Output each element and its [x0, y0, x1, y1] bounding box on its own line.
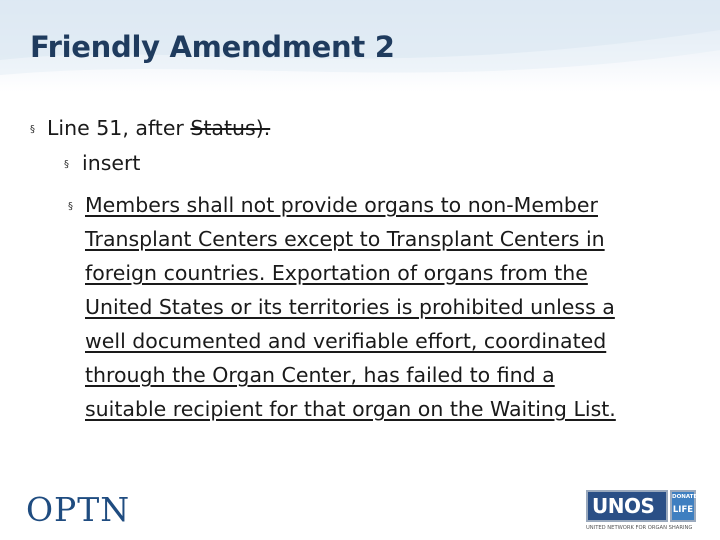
- bullet-level2-marker: §: [64, 159, 69, 170]
- bullet-level1-struck-text: Status).: [190, 116, 271, 140]
- bullet-level3-marker: §: [68, 201, 73, 212]
- unos-logo-subtitle: UNITED NETWORK FOR ORGAN SHARING: [586, 525, 693, 531]
- amendment-text-line-4: United States or its territories is prohibited unless a: [85, 295, 615, 319]
- unos-logo: [586, 490, 700, 534]
- optn-logo: OPTN: [26, 490, 131, 529]
- amendment-text-line-5: well documented and verifiable effort, coordinated: [85, 329, 607, 353]
- amendment-text-line-3: foreign countries. Exportation of organs from the: [85, 261, 588, 285]
- bullet-level1-text: Line 51, after: [47, 116, 191, 140]
- bullet-level2: insert: [82, 151, 141, 175]
- bullet-level1-marker: §: [30, 124, 35, 135]
- amendment-text-line-1: Members shall not provide organs to non-Member: [85, 193, 598, 217]
- unos-logo-text: UNOS: [592, 494, 655, 518]
- bullet-level1: [47, 111, 270, 145]
- amendment-text-line-2: Transplant Centers except to Transplant Centers in: [85, 227, 605, 251]
- unos-logo-box: [586, 490, 668, 522]
- amendment-text-line-6: through the Organ Center, has failed to find a: [85, 363, 555, 387]
- slide-title: Friendly Amendment 2: [30, 30, 395, 64]
- amendment-text-line-7: suitable recipient for that organ on the Waiting List.: [85, 397, 616, 421]
- donate-life-badge-top: DONATE: [672, 494, 698, 500]
- donate-life-badge-bottom: LIFE: [672, 505, 694, 515]
- donate-life-badge: [670, 490, 696, 522]
